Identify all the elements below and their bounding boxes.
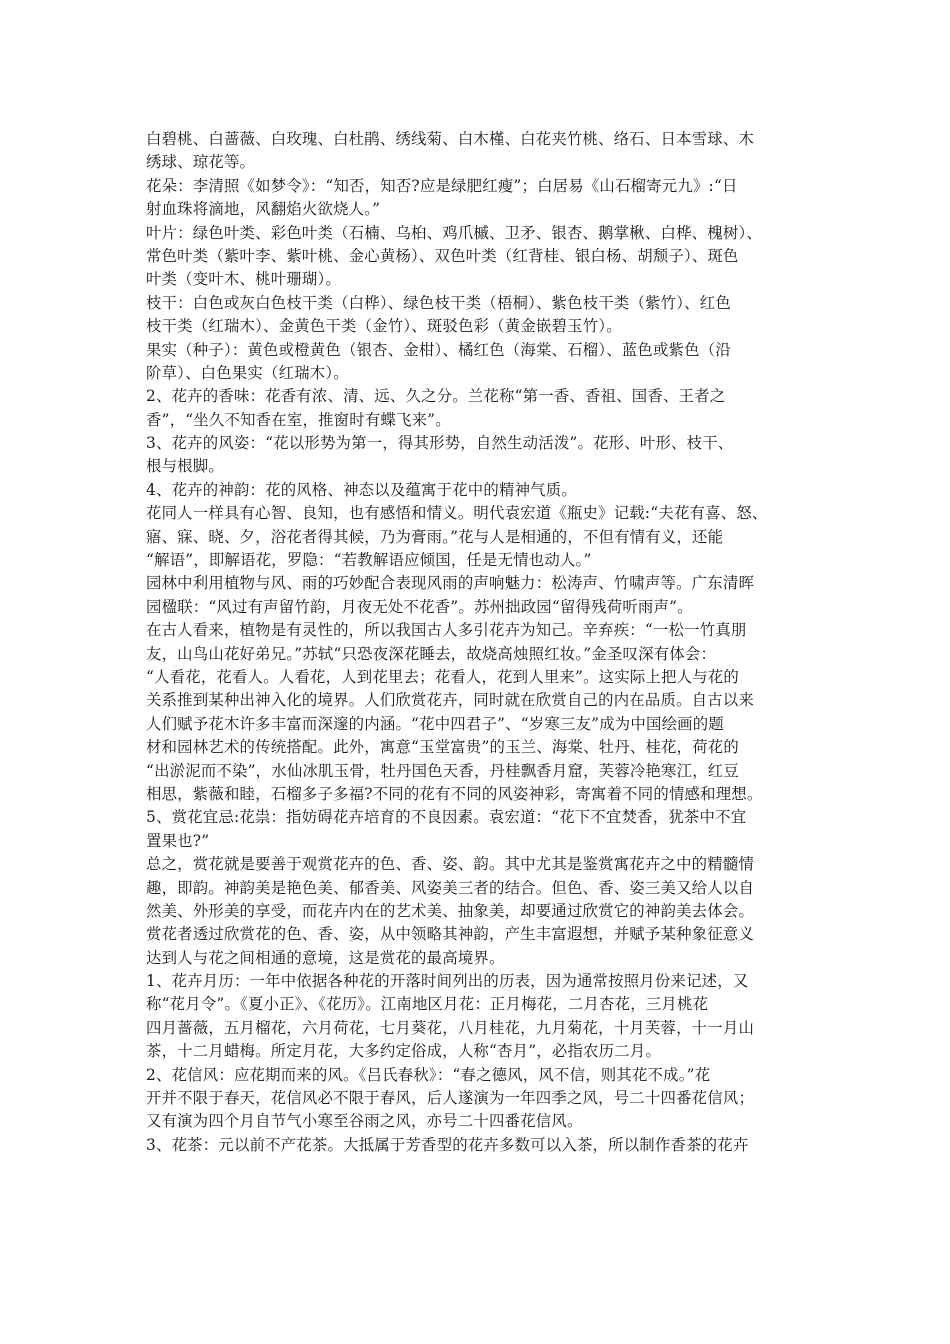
text-line: “出淤泥而不染”，水仙冰肌玉骨，牡丹国色天香，丹桂飘香月窟，芙蓉冷艳寒江，红豆: [146, 761, 739, 780]
text-line: 茶，十二月蜡梅。所定月花，大多约定俗成，人称“杏月”，必指农历二月。: [146, 1042, 662, 1061]
text-line: 达到人与花之间相通的意境，这是赏花的最高境界。: [146, 948, 505, 967]
text-line: 5、赏花宜忌:花祟：指妨碍花卉培育的不良因素。袁宏道：“花下不宜焚香，犹茶中不宜: [146, 808, 747, 827]
text-line: 常色叶类（紫叶李、紫叶桃、金心黄杨）、双色叶类（红背桂、银白杨、胡颓子）、斑色: [146, 246, 739, 265]
text-line: 叶片：绿色叶类、彩色叶类（石楠、乌桕、鸡爪槭、卫矛、银杏、鹅掌楸、白桦、槐树）、: [146, 223, 762, 242]
text-line: 称“花月令”。《夏小正》、《花历》。江南地区月花：正月梅花，二月杏花，三月桃花: [146, 995, 709, 1014]
text-line: 总之，赏花就是要善于观赏花卉的色、香、姿、韵。其中尤其是鉴赏寓花卉之中的精髓情: [146, 855, 755, 874]
text-line: 又有演为四个月自节气小寒至谷雨之风，亦号二十四番花信风。: [146, 1112, 583, 1131]
text-line: 3、花卉的风姿：“花以形势为第一，得其形势，自然生动活泼”。花形、叶形、枝干、: [146, 434, 734, 453]
text-line: 花朵：李清照《如梦令》：“知否，知否?应是绿肥红瘦”；白居易《山石榴寄元九》:“日: [146, 176, 738, 195]
text-line: 绣球、琼花等。: [146, 153, 256, 172]
text-line: 寤、寐、晓、夕，浴花者得其候，乃为膏雨。”花与人是相通的，不但有情有义，还能: [146, 527, 724, 546]
text-line: 园楹联：“风过有声留竹韵，月夜无处不花香”。苏州拙政园“留得残荷听雨声”。: [146, 597, 693, 616]
text-line: 4、花卉的神韵：花的风格、神态以及蕴寓于花中的精神气质。: [146, 480, 577, 499]
text-line: “解语”，即解语花，罗隐：“若教解语应倾国，任是无情也动人。”: [146, 551, 592, 570]
text-line: 趣，即韵。神韵美是艳色美、郁香美、风姿美三者的结合。但色、香、姿三美又给人以自: [146, 878, 755, 897]
text-line: 枝干：白色或灰白色枝干类（白桦）、绿色枝干类（梧桐）、紫色枝干类（紫竹）、红色: [146, 293, 731, 312]
text-line: 友，山鸟山花好弟兄。”苏轼“只恐夜深花睡去，故烧高烛照红妆。”金圣叹深有体会：: [146, 644, 717, 663]
text-line: 3、花茶：元以前不产花茶。大抵属于芳香型的花卉多数可以入茶，所以制作香茶的花卉: [146, 1135, 749, 1154]
text-line: 白碧桃、白蔷薇、白玫瑰、白杜鹃、绣线菊、白木槿、白花夹竹桃、络石、日本雪球、木: [146, 130, 755, 148]
text-line: 阶草）、白色果实（红瑞木）。: [146, 363, 349, 382]
text-line: 枝干类（红瑞木）、金黄色干类（金竹）、斑驳色彩（黄金嵌碧玉竹）。: [146, 317, 622, 336]
text-line: 四月蔷薇，五月榴花，六月荷花，七月葵花，八月桂花，九月菊花，十月芙蓉，十一月山: [146, 1018, 755, 1037]
text-line: 花同人一样具有心智、良知，也有感悟和情义。明代袁宏道《瓶史》记载:“夫花有喜、怒、: [146, 504, 768, 523]
text-line: 置果也?”: [146, 831, 210, 850]
text-line: “人看花，花看人。人看花，人到花里去；花看人，花到人里来”。这实际上把人与花的: [146, 667, 739, 686]
text-line: 射血珠将滴地，风翻焰火欲烧人。”: [146, 200, 381, 219]
text-line: 根与根脚。: [146, 457, 224, 476]
text-line: 叶类（变叶木、桃叶珊瑚）。: [146, 270, 341, 289]
text-line: 果实（种子）：黄色或橙黄色（银杏、金柑）、橘红色（海棠、石榴）、蓝色或紫色（沿: [146, 340, 731, 359]
text-line: 材和园林艺术的传统搭配。此外，寓意“玉堂富贵”的玉兰、海棠、牡丹、桂花，荷花的: [146, 738, 739, 757]
text-line: 园林中利用植物与风、雨的巧妙配合表现风雨的声响魅力：松涛声、竹啸声等。广东清晖: [146, 574, 755, 593]
text-line: 然美、外形美的享受，而花卉内在的艺术美、抽象美，却要通过欣赏它的神韵美去体会。: [146, 901, 755, 920]
text-line: 赏花者透过欣赏花的色、香、姿，从中领略其神韵，产生丰富遐想，并赋予某种象征意义: [146, 925, 755, 944]
text-line: 香”，“坐久不知香在室，推窗时有蝶飞来”。: [146, 410, 451, 429]
text-line: 人们赋予花木许多丰富而深邃的内涵。“花中四君子”、“岁寒三友”成为中国绘画的题: [146, 714, 724, 733]
text-line: 关系推到某种出神入化的境界。人们欣赏花卉，同时就在欣赏自己的内在品质。自古以来: [146, 691, 755, 710]
text-line: 2、花信风：应花期而来的风。《吕氏春秋》：“春之德风，风不信，则其花不成。”花: [146, 1065, 711, 1084]
document-body: [146, 128, 814, 1157]
text-line: 2、花卉的香味：花香有浓、清、远、久之分。兰花称“第一香、香祖、国香、王者之: [146, 387, 726, 406]
text-line: 在古人看来，植物是有灵性的，所以我国古人多引花卉为知己。辛弃疾：“一松一竹真朋: [146, 621, 747, 640]
text-line: 相思，紫薇和睦，石榴多子多福?不同的花有不同的风姿神彩，寄寓着不同的情感和理想。: [146, 784, 763, 803]
text-line: 开并不限于春天，花信风必不限于春风，后人遂演为一年四季之风，号二十四番花信风；: [146, 1089, 755, 1108]
text-line: 1、花卉月历：一年中依据各种花的开落时间列出的历表，因为通常按照月份来记述，又: [146, 972, 749, 991]
